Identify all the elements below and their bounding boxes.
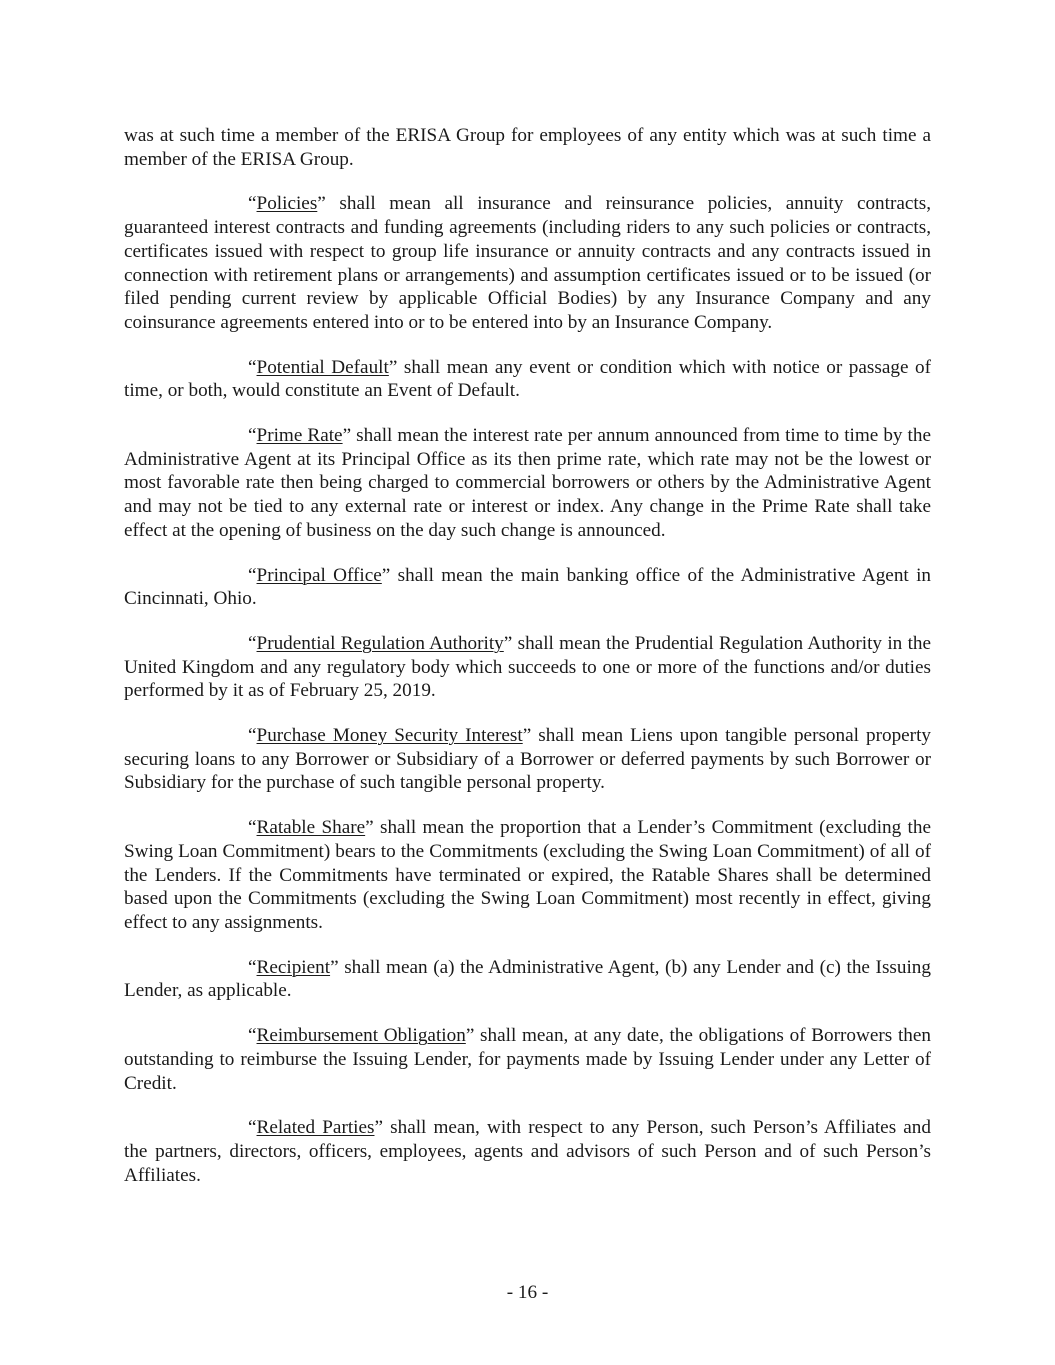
definition-text: shall mean Liens upon tangible personal property securing loans to any Borrower or Subsidiary of a Borrower or deferred payments by such Borrower or Subsidiary for the purchase of such tangible personal property. [124,725,931,794]
definition-text: shall mean the Prudential Regulation Authority in the United Kingdom and any regulatory body which succeeds to one or more of the functions and/or duties performed by it as of February 25, 2019. [124,632,932,702]
defined-term: Prudential Regulation Authority [256,632,504,654]
definition-text: shall mean the main banking office of the Administrative Agent in Cincinnati, Ohio. [124,564,931,610]
definition-principal-office: “Principal Office” shall mean the main banking office of the Administrative Agent in Cincinnati, Ohio. [124,564,931,610]
definition-prudential-regulation-authority: “Prudential Regulation Authority” shall mean the Prudential Regulation Authority in the United Kingdom and any regulatory body which succeeds to one or more of the functions and/or duties performed by it as of February 25, 2019. [124,632,932,702]
intro-paragraph: was at such time a member of the ERISA Group for employees of any entity which was at such time a member of the ERISA Group. [124,125,931,170]
definition-prime-rate: “Prime Rate” shall mean the interest rate per annum announced from time to time by the Administrative Agent at its Principal Office as its then prime rate, which rate may not be the lowest or most favorable rate then being charged to commercial borrowers or others by the Administrative Agent and may not be tied to any external rate or interest or index. Any change in the Prime Rate shall take effect at the opening of business on the day such change is announced. [124,425,931,541]
defined-term: Reimbursement Obligation [256,1025,466,1047]
definition-ratable-share: “Ratable Share” shall mean the proportion that a Lender’s Commitment (excluding the Swing Loan Commitment) bears to the Commitments (excluding the Swing Loan Commitment) of all of the Lenders. If the Commitments have terminated or expired, the Ratable Shares shall be determined based upon the Commitments (excluding the Swing Loan Commitment) most recently in effect, giving effect to any assignments. [124,817,931,933]
definition-text: shall mean, at any date, the obligations of Borrowers then outstanding to reimburse the Issuing Lender, for payments made by Issuing Lender under any Letter of Credit. [124,1025,931,1094]
definition-potential-default: “Potential Default” shall mean any event or condition which with notice or passage of time, or both, would constitute an Event of Default. [124,356,932,402]
document-page [124,124,931,1208]
defined-term: Potential Default [256,356,389,378]
definition-related-parties: “Related Parties” shall mean, with respect to any Person, such Person’s Affiliates and the partners, directors, officers, employees, agents and advisors of such Person and of such Person’s Affiliates. [124,1117,931,1186]
defined-term: Purchase Money Security Interest [256,725,523,747]
defined-term: Ratable Share [256,817,366,839]
defined-term: Policies [256,193,318,215]
page-number: - 16 - [506,1282,549,1303]
defined-term: Related Parties [256,1117,375,1139]
definition-text: shall mean (a) the Administrative Agent, (b) any Lender and (c) the Issuing Lender, as applicable. [124,956,931,1002]
definition-recipient: “Recipient” shall mean (a) the Administrative Agent, (b) any Lender and (c) the Issuing Lender, as applicable. [124,956,931,1002]
definition-policies: “Policies” shall mean all insurance and reinsurance policies, annuity contracts, guaranteed interest contracts and funding agreements (including riders to any such policies or contracts, certificates issued with respect to group life insurance or annuity contracts and any contracts issued in connection with retirement plans or arrangements) and assumption certificates issued or to be issued (or filed pending current review by applicable Official Bodies) by any Insurance Company and any coinsurance agreements entered into or to be entered into by an Insurance Company. [124,193,931,333]
definition-purchase-money-security-interest: “Purchase Money Security Interest” shall mean Liens upon tangible personal property securing loans to any Borrower or Subsidiary of a Borrower or deferred payments by such Borrower or Subsidiary for the purchase of such tangible personal property. [124,725,931,794]
definition-text: shall mean the proportion that a Lender’s Commitment (excluding the Swing Loan Commitment) bears to the Commitments (excluding the Swing Loan Commitment) of all of the Lenders. If the Commitments have terminated or expired, the Ratable Shares shall be determined based upon the Commitments (excluding the Swing Loan Commitment) most recently in effect, giving effect to any assignments. [124,817,931,933]
defined-term: Principal Office [256,564,382,586]
definition-text: shall mean the interest rate per annum announced from time to time by the Administrative Agent at its Principal Office as its then prime rate, which rate may not be the lowest or most favorable rate then being charged to commercial borrowers or others by the Administrative Agent and may not be tied to any external rate or interest or index. Any change in the Prime Rate shall take effect at the opening of business on the day such change is announced. [124,425,931,541]
defined-term: Prime Rate [256,425,343,447]
definition-text: shall mean any event or condition which with notice or passage of time, or both, would constitute an Event of Default. [124,356,932,402]
definition-text: shall mean all insurance and reinsurance policies, annuity contracts, guaranteed interest contracts and funding agreements (including riders to any such policies or contracts, certificates issued with respect to group life insurance or annuity contracts and any contracts issued in connection with retirement plans or arrangements) and assumption certificates issued or to be issued (or filed pending current review by applicable Official Bodies) by any Insurance Company and any coinsurance agreements entered into or to be entered into by an Insurance Company. [124,193,931,333]
defined-term: Recipient [256,956,331,978]
definition-text: shall mean, with respect to any Person, such Person’s Affiliates and the partners, directors, officers, employees, agents and advisors of such Person and of such Person’s Affiliates. [124,1117,931,1186]
definition-reimbursement-obligation: “Reimbursement Obligation” shall mean, at any date, the obligations of Borrowers then outstanding to reimburse the Issuing Lender, for payments made by Issuing Lender under any Letter of Credit. [124,1025,931,1094]
